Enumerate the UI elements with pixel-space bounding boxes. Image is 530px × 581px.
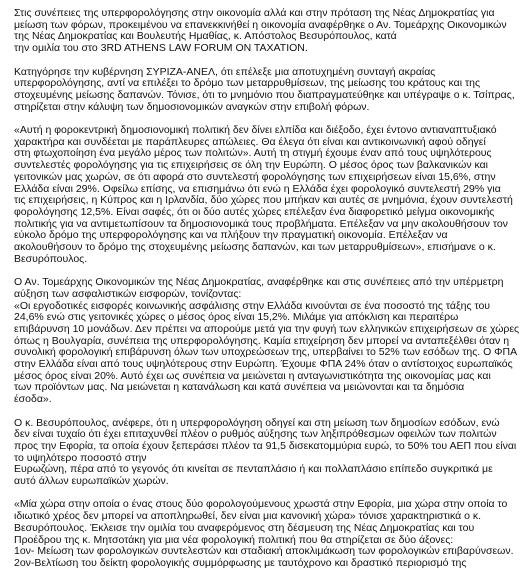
paragraph-accusation: Κατηγόρησε την κυβέρνηση ΣΥΡΙΖΑ-ΑΝΕΛ, ότι επέλεξε μια αποτυχημένη συνταγή ακραίας υπερφορολόγησης, αντί να επιλέξει το δρόμο των μεταρρυθμίσεων, της μείωσης του κράτους και της στοχευμένης μείωσης δαπανών. Τόνισε, ότι το μνημόνιο που διαπραγματεύθηκε και υπέγραψε ο κ. Τσίπρας, στηρίζεται στην κάλυψη των δημοσιονομικών αναγκών στην επιβολή φόρων. [14,65,515,113]
paragraph-public-revenue: Ο κ. Βεσυρόπουλος, ανέφερε, ότι η υπερφορολόγηση οδηγεί και στη μείωση των δημοσίων εσόδων, ενώ δεν είναι τυχαίο ότι έχει επιταχυνθεί πλέον ο ρυθμός αύξησης των ληξιπρόθεσμων οφειλών των πολιτών προς την Εφορία, τα οποία έχουν ξεπεράσει πλέον τα 91,5 δισεκατομμύρια ευρώ, το 50% του ΑΕΠ που είναι το υψηλότερο ποσοστό στην Ευρωζώνη, πέρα από το γεγονός ότι κινείται σε πενταπλάσιο ή και πολλαπλάσιο επίπεδο συγκριτικά με αυτό άλλων ευρωπαϊκών χωρών. [14,416,517,488]
paragraph-insurance-contributions: Ο Αν. Τομεάρχης Οικονομικών της Νέας Δημοκρατίας, αναφέρθηκε και στις συνέπειες από την υπέρμετρη αύξηση των ασφαλιστικών εισφορών, τονίζοντας: «Οι εργοδοτικές εισφορές κοινωνικής ασφάλισης στην Ελλάδα κινούνται σε ένα ποσοστό της τάξης του 24,6% ενώ στις γειτονικές χώρες ο μέσος όρος είναι 15,2%. Μιλάμε για απόκλιση και περαιτέρω επιβάρυνση 10 μονάδων. Δεν πρέπει να απορούμε μετά για την φυγή των ελληνικών επιχειρήσεων σε χώρες όπως η Βουλγαρία, συνέπεια της υπερφορολόγησης. Καμία επιχείρηση δεν μπορεί να ανταπεξέλθει όταν η συνολική φορολογική επιβάρυνση όλων των υποχρεώσεων της, υπερβαίνει το 52% των εσόδων της. Ο ΦΠΑ στην Ελλάδα είναι από τους υψηλότερους στην Ευρώπη. Έχουμε ΦΠΑ 24% όταν ο αντίστοιχος ευρωπαϊκός μέσος όρος είναι 20%. Αυτό έχει ως συνέπεια να μειώνεται η ανταγωνιστικότητα της οικονομίας μας και των προϊόντων μας. Να μειώνεται η κατανάλωση και κατά συνέπεια να μειώνονται και τα δημόσια έσοδα». [14,276,520,406]
paragraph-intro: Στις συνέπειες της υπερφορολόγησης στην οικονομία αλλά και στην πρόταση της Νέας Δημοκρατίας για μείωση των φόρων, προκειμένου να επανεκκινήθεί η οικονομία αναφέρθηκε ο Αν. Τομεάρχης Οικονομικών της Νέας Δημοκρατίας και Βουλευτής Ημαθίας, κ. Απόστολος Βεσυρόπουλος, κατά την ομιλία του στο 3RD ATHENS LAW FORUM ON TAXATION. [14,7,507,55]
paragraph-tax-policy-quote: «Αυτή η φοροκεντρική δημοσιονομική πολιτική δεν δίνει ελπίδα και διέξοδο, έχει έντονο αντιαναπτυξιακό χαρακτήρα και συνδέεται με παράπλευρες απώλειες. Θα έλεγα ότι είναι και αντικοινωνική αφού οδηγεί στη φτωχοποίηση ένα μεγάλο μέρος των πολιτών». Αυτή τη στιγμή έχουμε έναν από τους υψηλότερους συντελεστές φορολόγησης για τις επιχειρήσεις σε όλη την Ευρώπη. Ο μέσος όρος των βαλκανικών και γειτονικών μας χωρών, σε ότι αφορά στο συντελεστή φορολόγησης των επιχειρήσεων είναι 15,6%, στην Ελλάδα είναι 29%. Οφείλω επίσης, να επισημάνω ότι ενώ η Ελλάδα έχει φορολογικό συντελεστή 29% για τις επιχειρήσεις, η Κύπρος και η Ιρλανδία, δύο χώρες που μπήκαν και αυτές σε μνημόνια, έχουν συντελεστή φορολόγησης 12,5%. Είναι σαφές, ότι οι δύο αυτές χώρες επέλεξαν ένα διαφορετικό μείγμα οικονομικής πολιτικής για να αντιμετωπίσουν τα δημοσιονομικά τους προβλήματα. Επέλεξαν να μην ακολουθήσουν τον εύκολο δρόμο της υπερφορολόγησης και να πλήξουν την πραγματική οικονομία. Επέλεξαν να ακολουθήσουν το δρόμο της στοχευμένης μείωσης δαπανών, και των μεταρρυθμίσεων», επισήμανε ο κ. Βεσυρόπουλος. [14,124,513,265]
paragraph-closing: «Μία χώρα στην οποία ο ένας στους δύο φορολογούμενους χρωστά στην Εφορία, μια χώρα στην οποία το ιδιωτικό χρέος δεν μπορεί να αποπληρωθεί, δεν είναι μια κανονική χώρα» τόνισε χαρακτηριστικά ο κ. Βεσυρόπουλος. Έκλεισε την ομιλία του αναφερόμενος στη δέσμευση της Νέας Δημοκρατίας και του Προέδρου της κ. Μητσοτάκη για μια νέα φορολογική πολιτική που θα στηρίζεται σε δύο άξονες: 1ον- Μείωση των φορολογικών συντελεστών και σταδιακή αποκλιμάκωση των φορολογικών επιβαρύνσεων. 2ον-Βελτίωση του δείκτη φορολογικής συμμόρφωσης με ταυτόχρονο και δραστικό περιορισμό της [14,498,514,569]
article-body [14,8,520,581]
